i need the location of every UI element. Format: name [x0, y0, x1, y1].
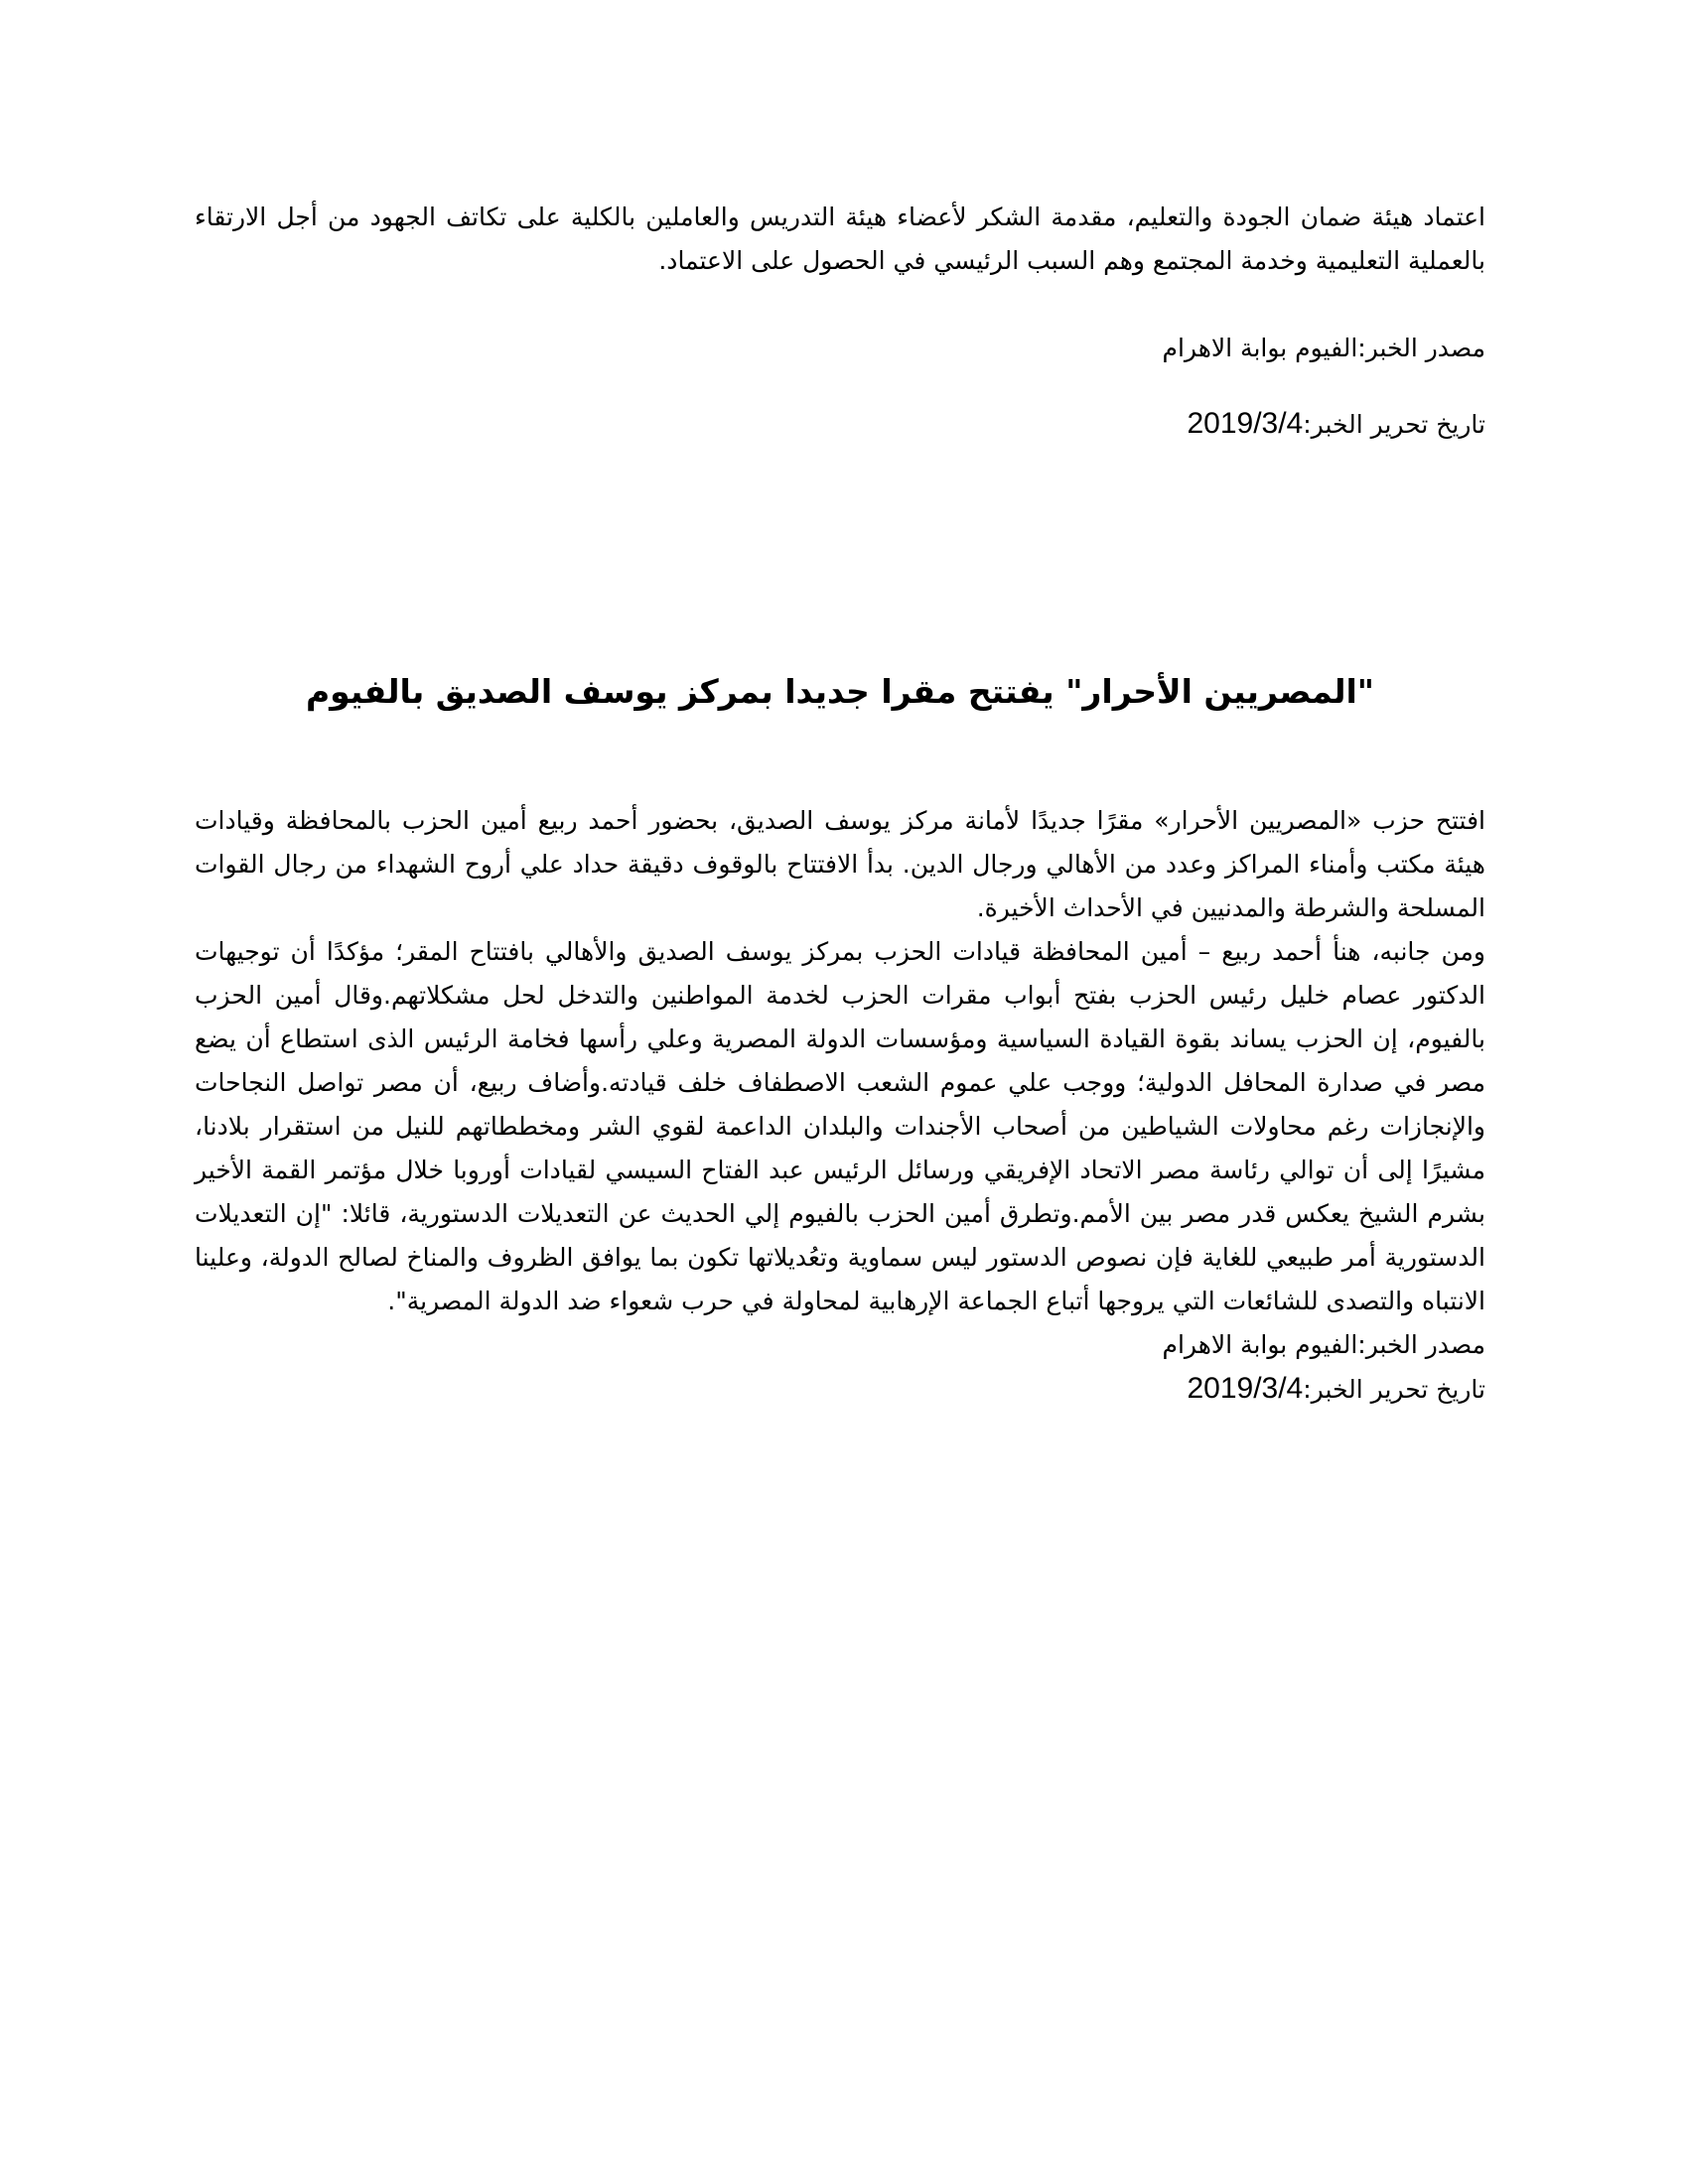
date-value: 2019/3/4: [1187, 1372, 1304, 1405]
date-label: تاريخ تحرير الخبر:: [1303, 1375, 1485, 1404]
previous-article-paragraph: اعتماد هيئة ضمان الجودة والتعليم، مقدمة الشكر لأعضاء هيئة التدريس والعاملين بالكلية على تكاتف الجهود من أجل الارتقاء بالعملية التعليمية وخدمة المجتمع وهم السبب الرئيسي في الحصول على الاعتماد.: [195, 203, 1485, 275]
previous-article-date: [195, 402, 1485, 447]
date-line: [195, 1367, 1485, 1412]
previous-article: [195, 196, 1485, 283]
article-body: [195, 799, 1485, 1412]
article-paragraph-2: ومن جانبه، هنأ أحمد ربيع – أمين المحافظة قيادات الحزب بمركز يوسف الصديق والأهالي بافتتاح المقر؛ مؤكدًا أن توجيهات الدكتور عصام خليل رئيس الحزب بفتح أبواب مقرات الحزب لخدمة المواطنين والتدخل لحل مشكلاتهم.وقال أمين الحزب بالفيوم، إن الحزب يساند بقوة القيادة السياسية ومؤسسات الدولة المصرية وعلي رأسها فخامة الرئيس الذى استطاع أن يضع مصر في صدارة المحافل الدولية؛ ووجب علي عموم الشعب الاصطفاف خلف قيادته.وأضاف ربيع، أن مصر تواصل النجاحات والإنجازات رغم محاولات الشياطين من أصحاب الأجندات والبلدان الداعمة لقوي الشر ومخططاتهم للنيل من استقرار بلادنا، مشيرًا إلى أن توالي رئاسة مصر الاتحاد الإفريقي ورسائل الرئيس عبد الفتاح السيسي لقيادات أوروبا خلال مؤتمر القمة الأخير بشرم الشيخ يعكس قدر مصر بين الأمم.وتطرق أمين الحزب بالفيوم إلي الحديث عن التعديلات الدستورية، قائلا: "إن التعديلات الدستورية أمر طبيعي للغاية فإن نصوص الدستور ليس سماوية وتعُديلاتها تكون بما يوافق الظروف والمناخ لصالح الدولة، وعلينا الانتباه والتصدى للشائعات التي يروجها أتباع الجماعة الإرهابية لمحاولة في حرب شعواء ضد الدولة المصرية".: [195, 937, 1485, 1315]
source-line: مصدر الخبر:الفيوم بوابة الاهرام: [1162, 334, 1485, 362]
article-paragraph-1: افتتح حزب «المصريين الأحرار» مقرًا جديدًا لأمانة مركز يوسف الصديق، بحضور أحمد ربيع أمين الحزب بالمحافظة وقيادات هيئة مكتب وأمناء المراكز وعدد من الأهالي ورجال الدين. بدأ الافتتاح بالوقوف دقيقة حداد علي أروح الشهداء من رجال القوات المسلحة والشرطة والمدنيين في الأحداث الأخيرة.: [195, 806, 1485, 922]
date-label: تاريخ تحرير الخبر:: [1303, 410, 1485, 439]
date-line: [195, 402, 1485, 447]
article-title: "المصريين الأحرار" يفتتح مقرا جديدا بمركز يوسف الصديق بالفيوم: [305, 672, 1374, 711]
date-value: 2019/3/4: [1187, 407, 1304, 440]
previous-article-source: [195, 327, 1485, 370]
source-line: مصدر الخبر:الفيوم بوابة الاهرام: [1162, 1330, 1485, 1359]
